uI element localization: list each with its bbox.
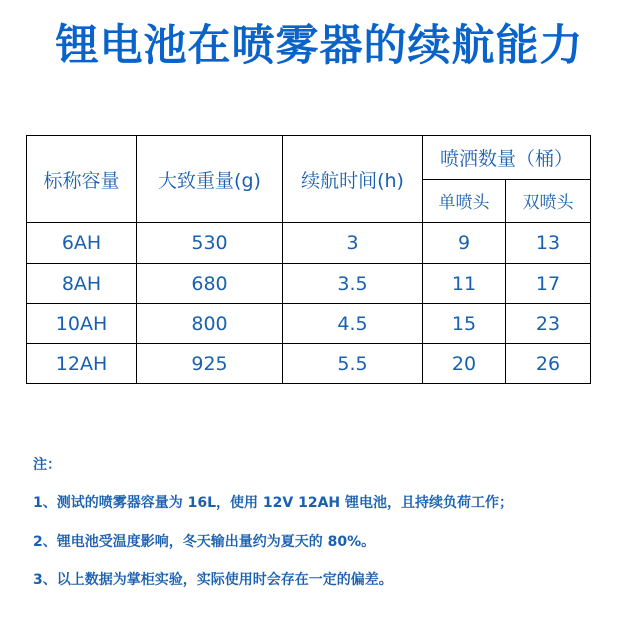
- notes-heading: 注：: [33, 457, 61, 473]
- table-row: [27, 223, 591, 264]
- header-weight: 大致重量(g): [137, 136, 283, 223]
- cell-single: 11: [423, 264, 506, 304]
- note-item: 1、测试的喷雾器容量为 16L，使用 12V 12AH 锂电池，且持续负荷工作；: [33, 495, 513, 511]
- header-spray-count: 喷洒数量（桶）: [423, 136, 591, 180]
- cell-double: 17: [506, 264, 591, 304]
- cell-single: 9: [423, 223, 506, 264]
- cell-weight: 530: [137, 223, 283, 264]
- cell-runtime: 3.5: [283, 264, 423, 304]
- cell-single: 15: [423, 304, 506, 344]
- table-row: [27, 264, 591, 304]
- cell-capacity: 12AH: [27, 344, 137, 384]
- cell-double: 23: [506, 304, 591, 344]
- table-row: [27, 304, 591, 344]
- cell-weight: 925: [137, 344, 283, 384]
- note-item: 3、以上数据为掌柜实验，实际使用时会存在一定的偏差。: [33, 572, 393, 588]
- cell-capacity: 10AH: [27, 304, 137, 344]
- cell-weight: 680: [137, 264, 283, 304]
- note-item: 2、锂电池受温度影响，冬天输出量约为夏天的 80%。: [33, 534, 376, 550]
- cell-capacity: 8AH: [27, 264, 137, 304]
- cell-capacity: 6AH: [27, 223, 137, 264]
- cell-single: 20: [423, 344, 506, 384]
- battery-runtime-table: [26, 135, 591, 384]
- cell-double: 26: [506, 344, 591, 384]
- header-capacity: 标称容量: [27, 136, 137, 223]
- cell-runtime: 4.5: [283, 304, 423, 344]
- header-double-nozzle: 双喷头: [506, 179, 591, 223]
- header-runtime: 续航时间(h): [283, 136, 423, 223]
- table-row: [27, 344, 591, 384]
- cell-runtime: 3: [283, 223, 423, 264]
- page-title: 锂电池在喷雾器的续航能力: [55, 21, 584, 71]
- header-single-nozzle: 单喷头: [423, 179, 506, 223]
- cell-weight: 800: [137, 304, 283, 344]
- cell-runtime: 5.5: [283, 344, 423, 384]
- cell-double: 13: [506, 223, 591, 264]
